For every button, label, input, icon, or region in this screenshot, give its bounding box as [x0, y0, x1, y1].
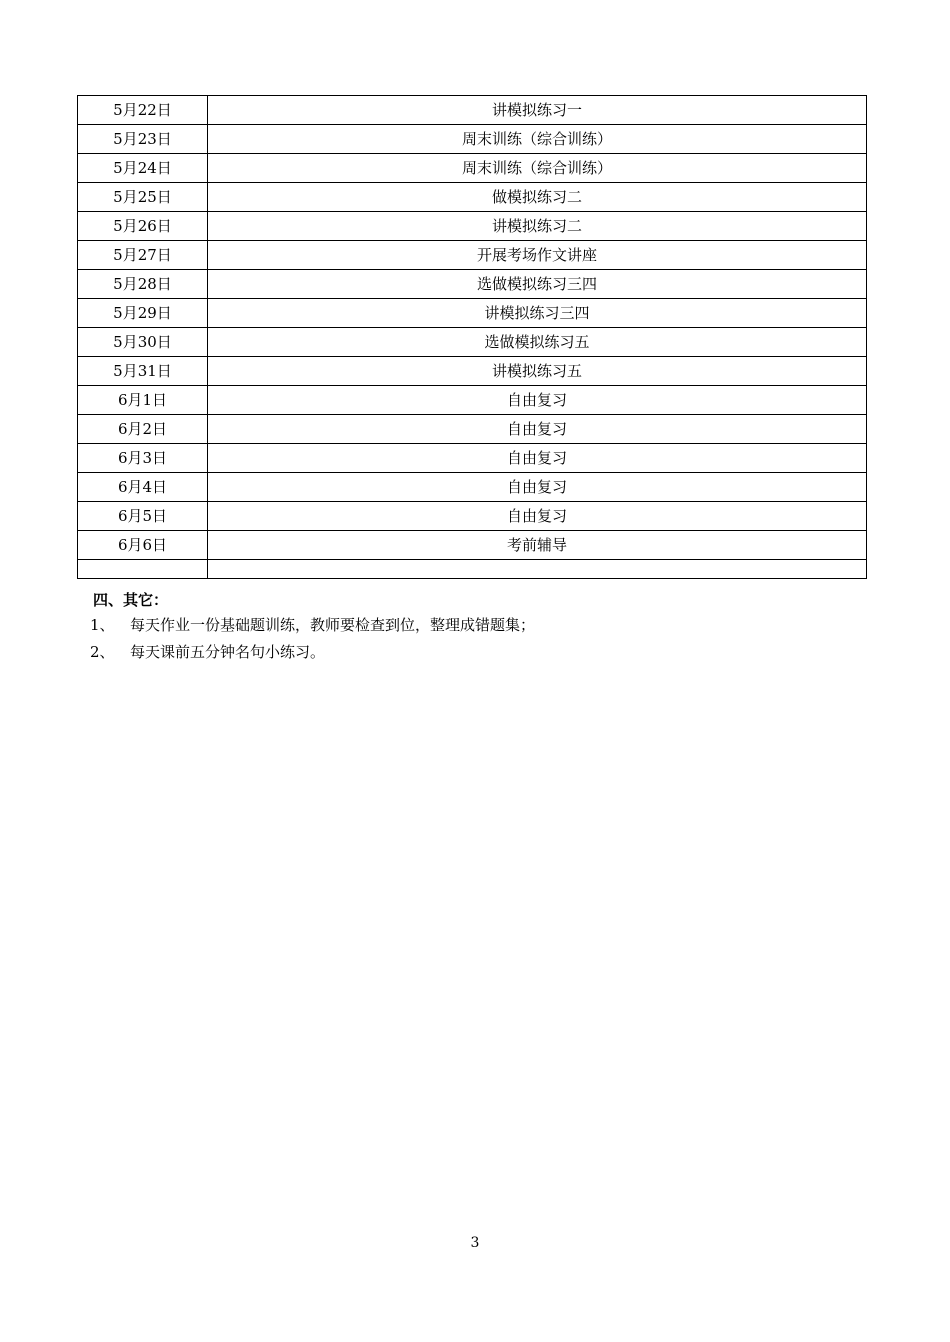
date-cell: 5月31日 [78, 357, 208, 386]
table-row [78, 386, 867, 415]
task-cell: 自由复习 [208, 473, 867, 502]
date-cell: 6月5日 [78, 502, 208, 531]
note-text: 每天作业一份基础题训练，教师要检查到位，整理成错题集； [130, 616, 536, 634]
table-row [78, 183, 867, 212]
table-row [78, 125, 867, 154]
table-row [78, 560, 867, 579]
note-item [90, 639, 853, 666]
table-row [78, 154, 867, 183]
task-cell: 选做模拟练习三四 [208, 270, 867, 299]
date-cell: 5月25日 [78, 183, 208, 212]
date-cell: 6月3日 [78, 444, 208, 473]
date-cell: 6月4日 [78, 473, 208, 502]
note-number: 1、 [90, 616, 115, 634]
date-cell: 5月23日 [78, 125, 208, 154]
table-row [78, 531, 867, 560]
date-cell: 6月6日 [78, 531, 208, 560]
task-cell [208, 560, 867, 579]
task-cell: 选做模拟练习五 [208, 328, 867, 357]
date-cell: 5月28日 [78, 270, 208, 299]
task-cell: 周末训练（综合训练） [208, 125, 867, 154]
task-cell: 做模拟练习二 [208, 183, 867, 212]
date-cell: 5月26日 [78, 212, 208, 241]
table-row [78, 328, 867, 357]
table-row [78, 270, 867, 299]
note-number: 2、 [90, 643, 115, 661]
date-cell: 5月24日 [78, 154, 208, 183]
note-text: 每天课前五分钟名句小练习。 [130, 643, 326, 661]
note-item [90, 612, 853, 639]
date-cell: 6月2日 [78, 415, 208, 444]
task-cell: 考前辅导 [208, 531, 867, 560]
task-cell: 讲模拟练习三四 [208, 299, 867, 328]
task-cell: 讲模拟练习二 [208, 212, 867, 241]
table-row [78, 473, 867, 502]
task-cell: 自由复习 [208, 415, 867, 444]
table-row [78, 357, 867, 386]
date-cell [78, 560, 208, 579]
section-heading: 四、其它： [93, 591, 169, 609]
table-row [78, 299, 867, 328]
task-cell: 自由复习 [208, 502, 867, 531]
table-row [78, 444, 867, 473]
date-cell: 5月27日 [78, 241, 208, 270]
date-cell: 6月1日 [78, 386, 208, 415]
schedule-table [77, 95, 867, 579]
page-number: 3 [470, 1235, 480, 1251]
task-cell: 讲模拟练习五 [208, 357, 867, 386]
task-cell: 周末训练（综合训练） [208, 154, 867, 183]
table-row [78, 241, 867, 270]
date-cell: 5月30日 [78, 328, 208, 357]
task-cell: 自由复习 [208, 444, 867, 473]
table-row [78, 96, 867, 125]
task-cell: 讲模拟练习一 [208, 96, 867, 125]
table-row [78, 212, 867, 241]
schedule-table-body [78, 96, 867, 579]
task-cell: 自由复习 [208, 386, 867, 415]
task-cell: 开展考场作文讲座 [208, 241, 867, 270]
date-cell: 5月22日 [78, 96, 208, 125]
table-row [78, 502, 867, 531]
date-cell: 5月29日 [78, 299, 208, 328]
other-section [90, 588, 853, 666]
table-row [78, 415, 867, 444]
